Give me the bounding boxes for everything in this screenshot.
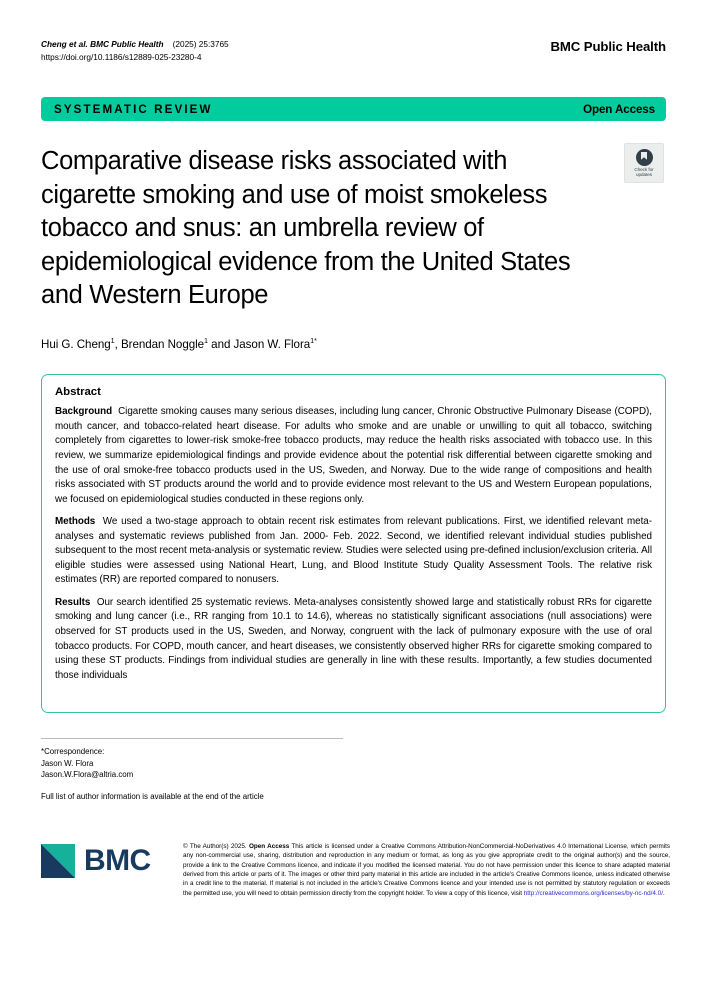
copyright-lead: © The Author(s) 2025. (183, 843, 247, 850)
bmc-wordmark: BMC (84, 844, 151, 877)
article-type-banner (41, 97, 666, 121)
abstract-text-results: Our search identified 25 systematic reviews. Meta-analyses consistently showed large and statistically robust RRs for cigarette smoking and lung cancer (i.e., RR ranging from 10.1 to 14.6), whereas no statistically significant associations (null associations) were observed for ST products used in the US, Sweden, and Norway, congruent with the lack of pulmonary exposure with the use of oral tobacco products. For COPD, mouth cancer, and heart diseases, we consistently observed higher RRs for cigarette smoking compared to using these ST products. Findings from individual studies are generally in line with these results. Importantly, a few studies documented those individuals (55, 596, 652, 681)
copyright-notice (183, 840, 670, 898)
author-name-1: Hui G. Cheng (41, 337, 111, 351)
citation-volume-ref: (2025) 25:3765 (172, 39, 229, 49)
author-list (41, 333, 666, 353)
check-for-updates-badge[interactable] (624, 143, 664, 183)
abstract-label-results: Results (55, 596, 91, 608)
author-affiliation-marker-2: 1 (204, 335, 208, 345)
citation-authors: Cheng et al. (41, 39, 88, 49)
running-head (41, 0, 666, 63)
author-affiliation-marker-3: 1* (310, 335, 317, 345)
author-separator-1: , Brendan Noggle (114, 337, 205, 351)
copyright-open-access: Open Access (248, 843, 290, 850)
abstract-label-background: Background (55, 406, 113, 418)
bmc-logo (41, 840, 183, 878)
title-block (41, 145, 666, 313)
page-title: Comparative disease risks associated with cigarette smoking and use of moist smokeless tobacco and snus: an umbrella review of epidemiological evidence from the United States and Western Europe (41, 147, 571, 309)
page-footer (41, 840, 670, 898)
correspondence-block (41, 746, 666, 780)
crossmark-label: Check for updates (634, 166, 654, 177)
correspondence-heading: *Correspondence: (41, 747, 105, 757)
abstract-text-methods: We used a two-stage approach to obtain recent risk estimates from relevant publications. First, we identified relevant meta-analyses and systematic reviews published from Jan. 2000- Feb. 2022. Second, we identified relevant individual studies published subsequent to the most recent meta-analysis or systematic review. Studies were selected using pre-defined inclusion/exclusion criteria. All eligible studies were assessed using National Heart, Lung, and Blood Institute Study Quality Assessment Tools. The relative risk estimates (RR) are reported compared to nonusers. (55, 516, 652, 586)
abstract-label-methods: Methods (55, 516, 96, 528)
running-head-citation (41, 38, 229, 63)
correspondence-email[interactable]: Jason.W.Flora@altria.com (41, 770, 134, 780)
copyright-tail: . (662, 889, 665, 897)
author-information-note: Full list of author information is available at the end of the article (41, 791, 264, 801)
doi-link[interactable]: https://doi.org/10.1186/s12889-025-23280-4 (41, 51, 202, 62)
citation-line (41, 38, 229, 51)
bmc-mark-icon (41, 844, 75, 878)
author-affiliation-marker-1: 1 (110, 335, 115, 345)
abstract-section-background (55, 405, 652, 507)
abstract-text-background: Cigarette smoking causes many serious diseases, including lung cancer, Chronic Obstructive Pulmonary Disease (COPD), mouth cancer, and tobacco-related heart disease. For adults who smoke and are unable or unwilling to quit all tobacco, switching completely from cigarettes to lower-risk smoke-free tobacco products, may reduce the health risks associated with tobacco use. In this review, we summarize epidemiological findings and provide evidence about the potential risk differential between cigarette smoking and the use of oral smoke-free tobacco products used in the US, Sweden, and Norway. Due to the wide range of compositions and health risks associated with ST products around the world and to provide evidence most relevant to the US and Western European populations, we focused on epidemiological studies conducted in these regions only. (55, 406, 652, 505)
author-separator-2: and Jason W. Flora (208, 337, 311, 351)
abstract-section-results (55, 596, 652, 683)
license-url-link[interactable]: http://creativecommons.org/licenses/by-nc-nd/4.0/ (523, 889, 663, 897)
open-access-label: Open Access (583, 102, 655, 116)
abstract-box (41, 374, 666, 713)
correspondence-divider (41, 738, 343, 739)
crossmark-icon (636, 149, 653, 166)
citation-journal: BMC Public Health (90, 39, 164, 49)
copyright-body: This article is licensed under a Creative Commons Attribution-NonCommercial-NoDerivatives 4.0 International License, which permits any non-commercial use, sharing, distribution and reproduction in any medium or format, as long as you give appropriate credit to the original author(s) and the source, provide a link to the Creative Commons licence, and indicate if you modified the licensed material. You do not have permission under this licence to share adapted material derived from this article or parts of it. The images or other third party material in this article are included in the article's Creative Commons licence, unless indicated otherwise in a credit line to the material. If material is not included in the article's Creative Commons licence and your intended use is not permitted by statutory regulation or exceeds the permitted use, you will need to obtain permission directly from the copyright holder. To view a copy of this licence, visit (183, 843, 671, 897)
article-type-label: SYSTEMATIC REVIEW (54, 102, 213, 116)
abstract-section-methods (55, 515, 652, 588)
journal-masthead: BMC Public Health (550, 39, 666, 54)
correspondence-name: Jason W. Flora (41, 758, 94, 768)
abstract-heading: Abstract (55, 386, 101, 399)
